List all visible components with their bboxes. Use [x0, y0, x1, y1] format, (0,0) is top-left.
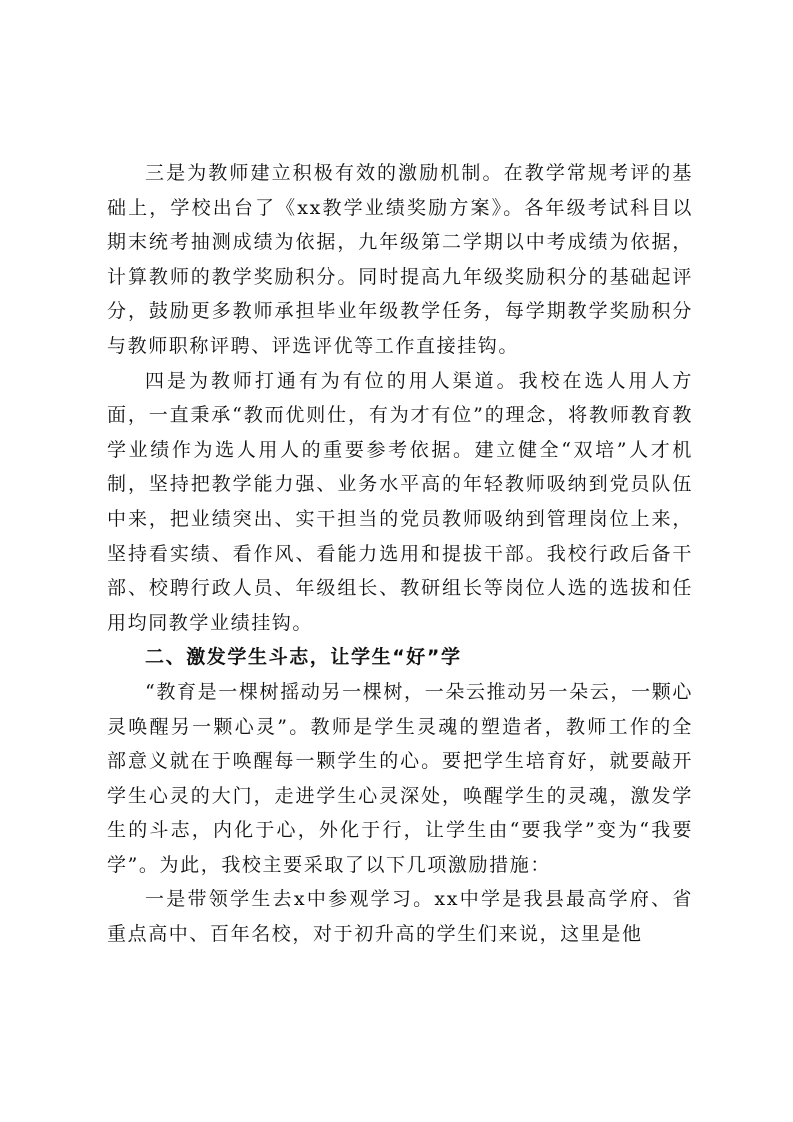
paragraph-school-visit: 一是带领学生去x中参观学习。xx中学是我县最高学府、省重点高中、百年名校，对于初升高的学生们来说，这里是他: [107, 888, 693, 946]
document-body: [107, 156, 693, 952]
paragraph-education-quote: “教育是一棵树摇动另一棵树，一朵云推动另一朵云，一颗心灵唤醒另一颗心灵”。教师是学生灵魂的塑造者，教师工作的全部意义就在于唤醒每一颗学生的心。要把学生培育好，就要敲开学生心灵的大门，走进学生心灵深处，唤醒学生的灵魂，激发学生的斗志，内化于心，外化于行，让学生由“要我学”变为“我要学”。为此，我校主要采取了以下几项激励措施：: [107, 680, 693, 876]
paragraph-teacher-promotion-channel: 四是为教师打通有为有位的用人渠道。我校在选人用人方面，一直秉承“教而优则仕，有为才有位”的理念，将教师教育教学业绩作为选人用人的重要参考依据。建立健全“双培”人才机制，坚持把教学能力强、业务水平高的年轻教师吸纳到党员队伍中来，把业绩突出、实干担当的党员教师吸纳到管理岗位上来，坚持看实绩、看作风、看能力选用和提拔干部。我校行政后备干部、校聘行政人员、年级组长、教研组长等岗位人选的选拔和任用均同教学业绩挂钩。: [107, 369, 693, 634]
section-heading-student-motivation: 二、激发学生斗志，让学生“好”学: [145, 646, 462, 669]
paragraph-teacher-incentive-mechanism: 三是为教师建立积极有效的激励机制。在教学常规考评的基础上，学校出台了《xx教学业绩奖励方案》。各年级考试科目以期末统考抽测成绩为依据，九年级第二学期以中考成绩为依据，计算教师的教学奖励积分。同时提高九年级奖励积分的基础起评分，鼓励更多教师承担毕业年级教学任务，每学期教学奖励积分与教师职称评聘、评选评优等工作直接挂钩。: [107, 162, 693, 357]
